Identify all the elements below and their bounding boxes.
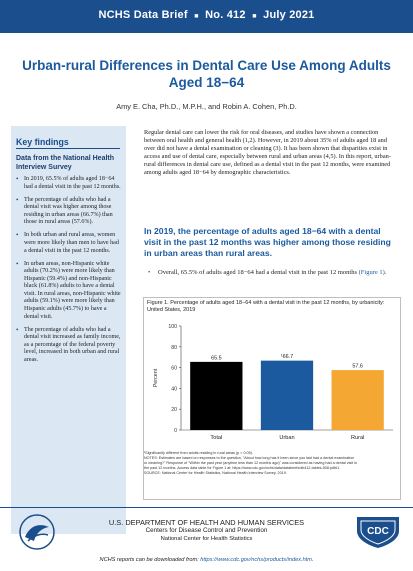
list-item: • In urban areas, non-Hispanic white adults (70.2%) were more likely than Hispanic (59.4%) and non-Hispanic black (61.8%) adults to have a dental visit. In rural areas, non-Hispanic white adults (59.1%) were more likely than Hispanic adults (45.7%) to have a dental visit. [16,261,122,322]
y-tick-label: 20 [171,407,177,414]
department-name: U.S. DEPARTMENT OF HEALTH AND HUMAN SERVICES [108,518,305,527]
section-heading: In 2019, the percentage of adults aged 18−64 with a dental visit in the past 12 months was higher among those residing in urban areas than rural areas. [144,226,391,258]
download-link[interactable]: https://www.cdc.gov/nchs/products/index.htm [200,557,312,563]
list-item: • The percentage of adults who had a dental visit increased as family income, as a percentage of the federal poverty level, increased in both urban and rural areas. [16,327,122,365]
list-item: • In 2019, 65.5% of adults aged 18−64 had a dental visit in the past 12 months. [16,176,122,191]
center-name: National Center for Health Statistics [160,536,253,542]
header-separator: ■ [252,13,257,20]
brief-date: July 2021 [263,9,315,21]
data-label: 57.6 [352,363,363,370]
bar-chart [147,320,399,450]
data-label: ¹66.7 [280,354,294,361]
note-line: NOTES: Estimates are based on responses to the question, "About how long has it been since you last had a dental examination [144,456,355,460]
bullet-end: . [384,269,387,276]
bullet-text: Overall, 65.5% of adults aged 18−64 had a dental visit in the past 12 months [158,269,357,276]
figure-title: Figure 1. Percentage of adults aged 18−64 with a dental visit in the past 12 months, by urbanicity: United States, 2019 [147,300,385,313]
bar-urban [261,361,313,430]
data-label: 65.5 [211,355,222,362]
list-item: • In both urban and rural areas, women were more likely than men to have had a dental visit in the past 12 months. [16,232,122,255]
x-tick-label: Urban [279,435,295,441]
y-tick-label: 40 [171,386,177,393]
page-title: Urban-rural Differences in Dental Care Use Among Adults Aged 18−64 [22,58,391,90]
bullet-icon: • [148,269,151,276]
download-prefix: NCHS reports can be downloaded from: [99,557,201,563]
note-line: the past 12 months. Access data table for Figure 1 at: https://www.cdc.gov/nchs/data/databriefs/db412-tables-508.pdf#1. [144,466,341,470]
y-tick-label: 60 [171,365,177,372]
key-findings-heading: Key findings [16,137,69,147]
agency-name: Centers for Disease Control and Prevention [145,527,268,534]
section-bullet [144,269,398,277]
list-item: • The percentage of adults who had a dental visit was higher among those residing in urban areas (66.7%) than those in rural areas (57.6%). [16,197,122,227]
cdc-logo-icon [355,515,401,549]
download-end: . [311,557,314,563]
note-line: SOURCE: National Center for Health Statistics, National Health Interview Survey, 2019. [144,471,287,475]
y-axis-label: Percent [153,368,159,388]
authors: Amy E. Cha, Ph.D., M.P.H., and Robin A. Cohen, Ph.D. [116,102,297,111]
x-tick-label: Rural [350,435,365,441]
note-line: ¹Significantly different from adults residing in rural areas (p < 0.05). [144,451,253,455]
department-block [0,518,413,543]
series-name: NCHS Data Brief [98,9,188,21]
key-findings-divider [16,148,120,149]
key-findings-list [16,176,122,370]
figure-1-link[interactable]: (Figure 1) [358,269,385,276]
y-tick-label: 80 [171,344,177,351]
download-note [0,557,413,563]
bar-total [190,362,242,430]
footer-divider [0,507,413,508]
cdc-logo-text: CDC [367,526,389,537]
bar-rural [332,370,384,430]
y-tick-label: 0 [174,428,177,434]
key-findings-subheading: Data from the National Health Interview Survey [16,155,115,172]
note-line: or cleaning?" Response of "Within the past year (anytime less than 12 months ago)" was considered as having had a dental visit in [144,461,358,465]
intro-paragraph: Regular dental care can lower the risk for oral diseases, and studies have shown a connection between oral health and general health (1,2). However, in 2019 about 35% of adults aged 18 and over did not have a dental examination or cleaning (3). It has been shown that disparities exist in access and use of dental care, especially between rural and urban areas (4,5). In this report, urban-rural differences in dental care use, defined as a dental visit in the past 12 months, were examined among adults aged 18−64 by demographic characteristics. [144,129,391,176]
y-tick-label: 100 [168,324,177,330]
figure-notes [144,451,400,476]
header-separator: ■ [194,13,199,20]
brief-number: No. 412 [205,9,246,21]
x-tick-label: Total [210,435,223,441]
header-text [0,9,413,21]
